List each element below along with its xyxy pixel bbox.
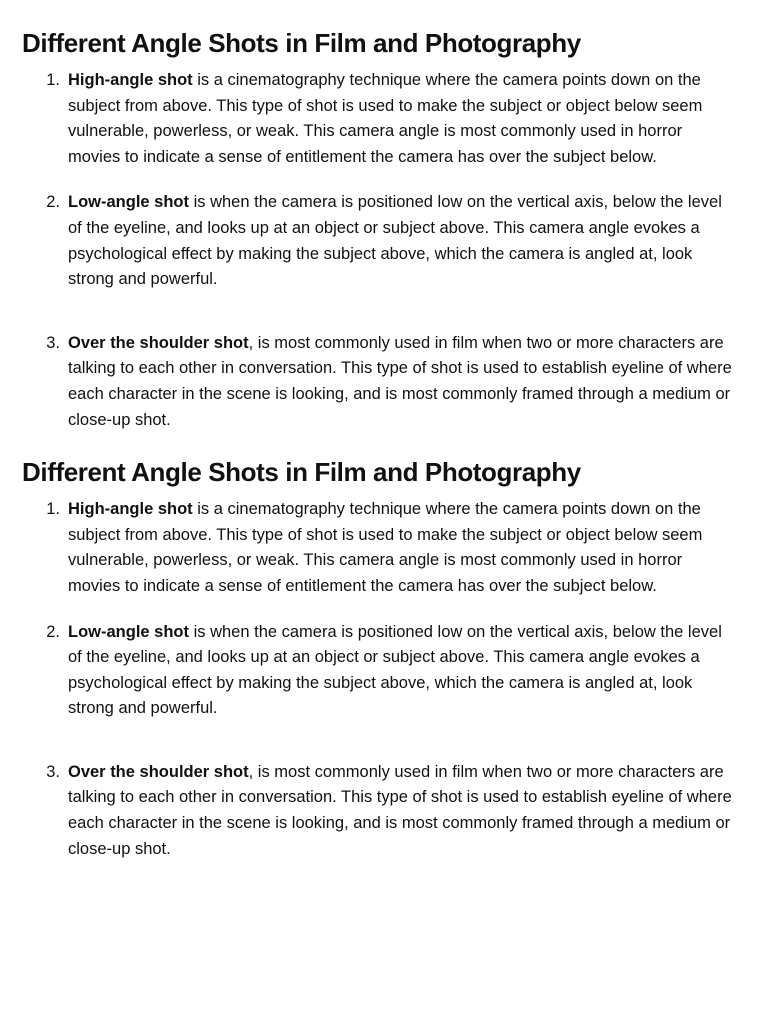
item-description: , is most commonly used in film when two or more characters are talking to each other in conversation. This type of shot is used to establish eyeline of where each character in the scene is looking, and is most commonly framed through a medium or close-up shot. [68, 333, 732, 429]
item-term: Low-angle shot [68, 193, 189, 212]
section-heading: Different Angle Shots in Film and Photography [22, 457, 581, 488]
list-item-text [68, 497, 746, 599]
item-term: High-angle shot [68, 500, 193, 519]
item-description: is a cinematography technique where the camera points down on the subject from above. This type of shot is used to make the subject or object below seem vulnerable, powerless, or weak. This camera angle is most commonly used in horror movies to indicate a sense of entitlement the camera has over the subject below. [68, 71, 703, 166]
list-item-text [68, 620, 746, 722]
list-item-low-angle [22, 620, 746, 722]
shot-list [22, 68, 746, 433]
list-number: 1. [46, 71, 60, 89]
list-item-low-angle [22, 190, 746, 292]
list-number: 2. [46, 193, 60, 212]
list-item-over-the-shoulder [22, 760, 746, 862]
list-item-text [68, 760, 746, 862]
list-number: 2. [46, 622, 60, 641]
list-item-text [68, 68, 746, 170]
item-term: Over the shoulder shot [68, 762, 249, 781]
section-2 [22, 455, 746, 862]
list-item-text [68, 331, 746, 433]
list-number: 1. [46, 500, 60, 519]
section-heading: Different Angle Shots in Film and Photography [22, 28, 581, 58]
section-1 [22, 26, 746, 433]
item-description: is when the camera is positioned low on the vertical axis, below the level of the eyeline, and looks up at an object or subject above. This camera angle evokes a psychological effect by making the subject above, which the camera is angled at, look strong and powerful. [68, 622, 722, 718]
item-term: Over the shoulder shot [68, 333, 249, 352]
item-description: , is most commonly used in film when two or more characters are talking to each other in conversation. This type of shot is used to establish eyeline of where each character in the scene is looking, and is most commonly framed through a medium or close-up shot. [68, 762, 732, 858]
item-description: is when the camera is positioned low on the vertical axis, below the level of the eyeline, and looks up at an object or subject above. This camera angle evokes a psychological effect by making the subject above, which the camera is angled at, look strong and powerful. [68, 193, 722, 289]
item-description: is a cinematography technique where the camera points down on the subject from above. This type of shot is used to make the subject or object below seem vulnerable, powerless, or weak. This camera angle is most commonly used in horror movies to indicate a sense of entitlement the camera has over the subject below. [68, 500, 703, 595]
list-number: 3. [46, 333, 60, 352]
list-item-high-angle [22, 497, 746, 599]
list-item-high-angle [22, 68, 746, 170]
list-item-over-the-shoulder [22, 331, 746, 433]
list-item-text [68, 190, 746, 292]
shot-list [22, 497, 746, 862]
item-term: High-angle shot [68, 71, 193, 89]
item-term: Low-angle shot [68, 622, 189, 641]
list-number: 3. [46, 762, 60, 781]
